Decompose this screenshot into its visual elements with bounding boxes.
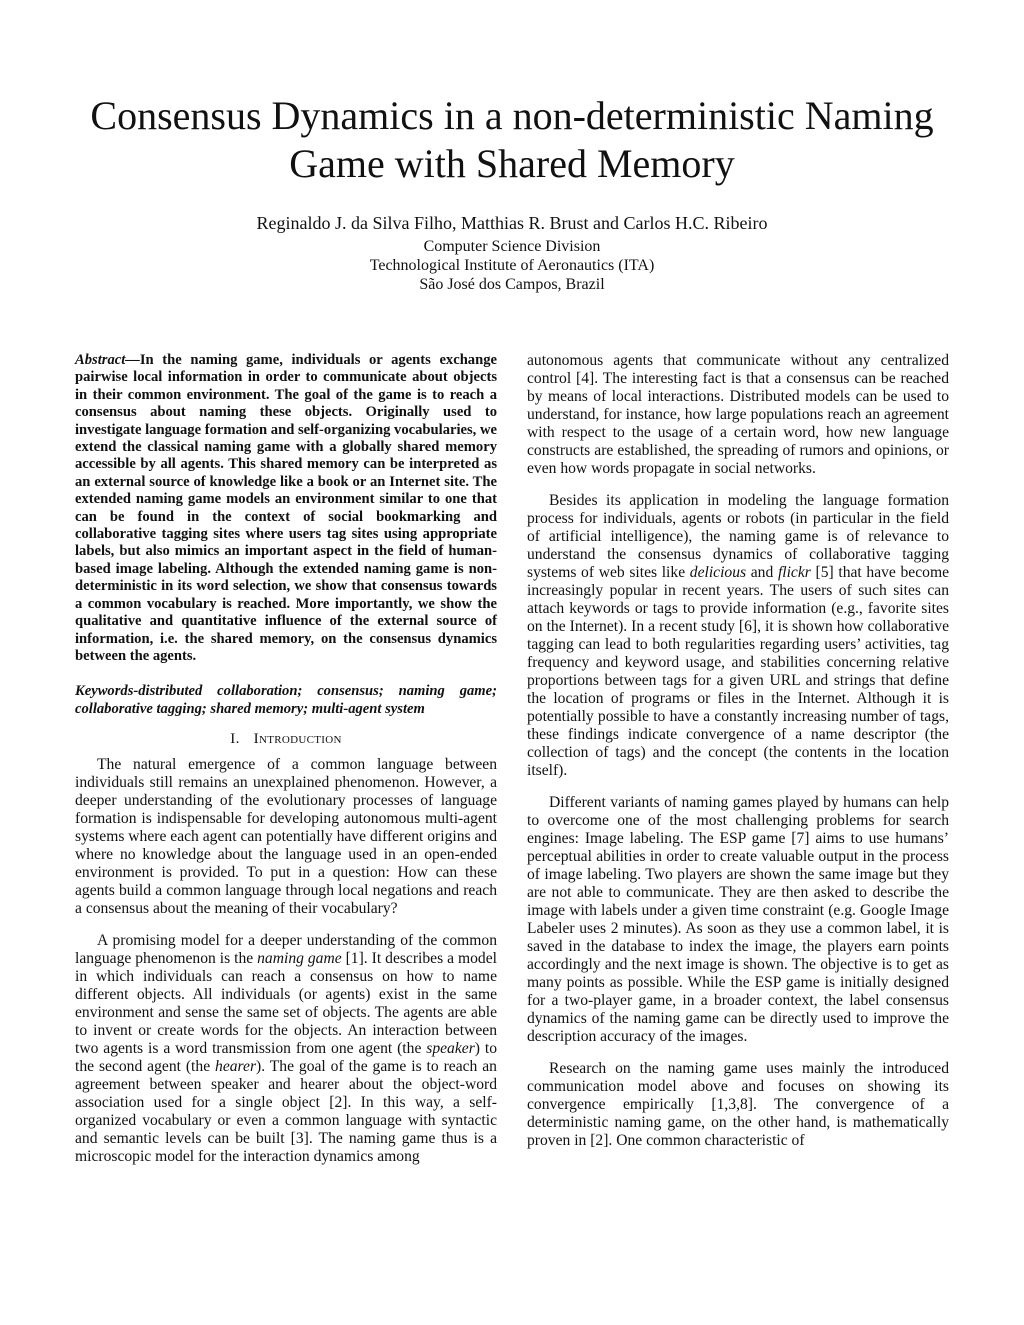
- term-delicious: delicious: [689, 564, 747, 581]
- body-paragraph: autonomous agents that communicate without any centralized control [4]. The interesting fact is that a consensus can be reached by means of local interactions. Distributed models can be used to understand, for instance, how large populations reach an agreement with respect to the usage of a certain word, how new language constructs are established, the spreading of rumors and opinions, or even how words propagate in social networks.: [527, 352, 949, 477]
- intro-paragraph: The natural emergence of a common language between individuals still remains an unexplained phenomenon. However, a deeper understanding of the evolutionary processes of language formation is indispensable for developing autonomous multi-agent systems where each agent can potentially have different origins and where no knowledge about the language used in an open-ended environment is provided. To put in a question: How can these agents build a common language through local negations and reach a consensus about the meaning of their vocabulary?: [75, 756, 497, 918]
- body-paragraph: Different variants of naming games played by humans can help to overcome one of the most challenging problems for search engines: Image labeling. The ESP game [7] aims to use humans’ perceptual abilities in order to create valuable output in the process of image labeling. Two players are shown the same image but they are not able to communicate. They are then asked to describe the image with labels under a given time constraint (e.g. Google Image Labeler uses 2 minutes). As soon as they use a common label, it is saved in the database to index the image, the players earn points accordingly and the next image is shown. The objective is to get as many points as possible. While the ESP game is initially designed for a two-player game, in a broader context, the label consensus dynamics of the naming game can be directly used to improve the description accuracy of the images.: [527, 794, 949, 1045]
- keywords: Keywords-distributed collaboration; consensus; naming game; collaborative tagging; shared memory; multi-agent system: [75, 683, 497, 717]
- intro-paragraph: [75, 932, 497, 1166]
- term-speaker: speaker: [426, 1040, 475, 1058]
- section-heading: [75, 730, 497, 748]
- title-line-1: Consensus Dynamics in a non-deterministic Naming: [90, 93, 934, 138]
- abstract-text: In the naming game, individuals or agents exchange pairwise local information in order to communicate about objects in their common environment. The goal of the game is to reach a consensus about naming these objects. Originally used to investigate language formation and self-organizing vocabularies, we extend the classical naming game with a globally shared memory accessible by all agents. This shared memory can be interpreted as an external source of knowledge like a book or an Internet site. The extended naming game models an environment similar to one that can be found in the context of social bookmarking and collaborative tagging sites where users tag sites using appropriate labels, but also mimics an important aspect in the field of human-based image labeling. Although the extended naming game is non-deterministic in its word selection, we show that consensus towards a common vocabulary is reached. More importantly, we show the qualitative and quantitative influence of the external source of information, i.e. the shared memory, on the consensus dynamics between the agents.: [75, 352, 497, 664]
- body-paragraph: Research on the naming game uses mainly the introduced communication model above and focuses on showing its convergence empirically [1,3,8]. The convergence of a deterministic naming game, on the other hand, is mathematically proven in [2]. One common characteristic of: [527, 1060, 949, 1149]
- section-title: Introduction: [253, 731, 342, 748]
- term-flickr: flickr: [777, 564, 811, 581]
- abstract-label: Abstract—: [75, 352, 140, 368]
- right-column: [527, 352, 949, 1164]
- affiliation: [60, 237, 964, 294]
- text-run: [1]. It describes a model in which individuals can reach a consensus on how to name different objects. All individuals (or agents) exist in the same environment and sense the same set of objects. The agents are able to invent or create words for the objects. An interaction between two agents is a word transmission from one agent (the: [75, 950, 497, 1058]
- body-paragraph: [527, 492, 949, 780]
- left-column: [75, 352, 497, 1180]
- title-line-2: Game with Shared Memory: [289, 141, 735, 186]
- affiliation-line: Computer Science Division: [423, 238, 601, 255]
- author-list: Reginaldo J. da Silva Filho, Matthias R. Brust and Carlos H.C. Ribeiro: [256, 213, 768, 233]
- affiliation-line: São José dos Campos, Brazil: [419, 276, 605, 293]
- section-number: I.: [230, 731, 240, 748]
- text-run: and: [746, 564, 778, 581]
- term-hearer: hearer: [215, 1058, 257, 1076]
- text-run: A promising model for a deeper understanding of the common language phenomenon is the: [75, 932, 497, 968]
- term-naming-game: naming game: [257, 950, 342, 968]
- text-run: Besides its application in modeling the language formation process for individuals, agents or robots (in particular in the field of artificial intelligence), the naming game is of relevance to understand the consensus dynamics of collaborative tagging systems of web sites like: [527, 492, 949, 581]
- affiliation-line: Technological Institute of Aeronautics (ITA): [369, 257, 655, 274]
- text-run: [5] that have become increasingly popular in recent years. The users of such sites can attach keywords or tags to provide information (e.g., favorite sites on the Internet). In a recent study [6], it is shown how collaborative tagging can lead to both regularities regarding users’ activities, tag frequency and keyword usage, and stabilities concerning relative proportions between tags for a given URL and strings that define the location of programs or files in the Internet. Although it is potentially possible to have a constantly increasing number of tags, these findings indicate convergence of a name descriptor (the collection of tags) and the concept (the contents in the location itself).: [527, 564, 949, 779]
- paper-title: [60, 92, 964, 188]
- abstract: [75, 352, 497, 665]
- text-run: ) to the second agent (the: [75, 1040, 497, 1076]
- text-run: ). The goal of the game is to reach an agreement between speaker and hearer about the object-word association used for a single object [2]. In this way, a self-organized vocabulary or even a common language with syntactic and semantic levels can be built [3]. The naming game thus is a microscopic model for the interaction dynamics among: [75, 1058, 497, 1166]
